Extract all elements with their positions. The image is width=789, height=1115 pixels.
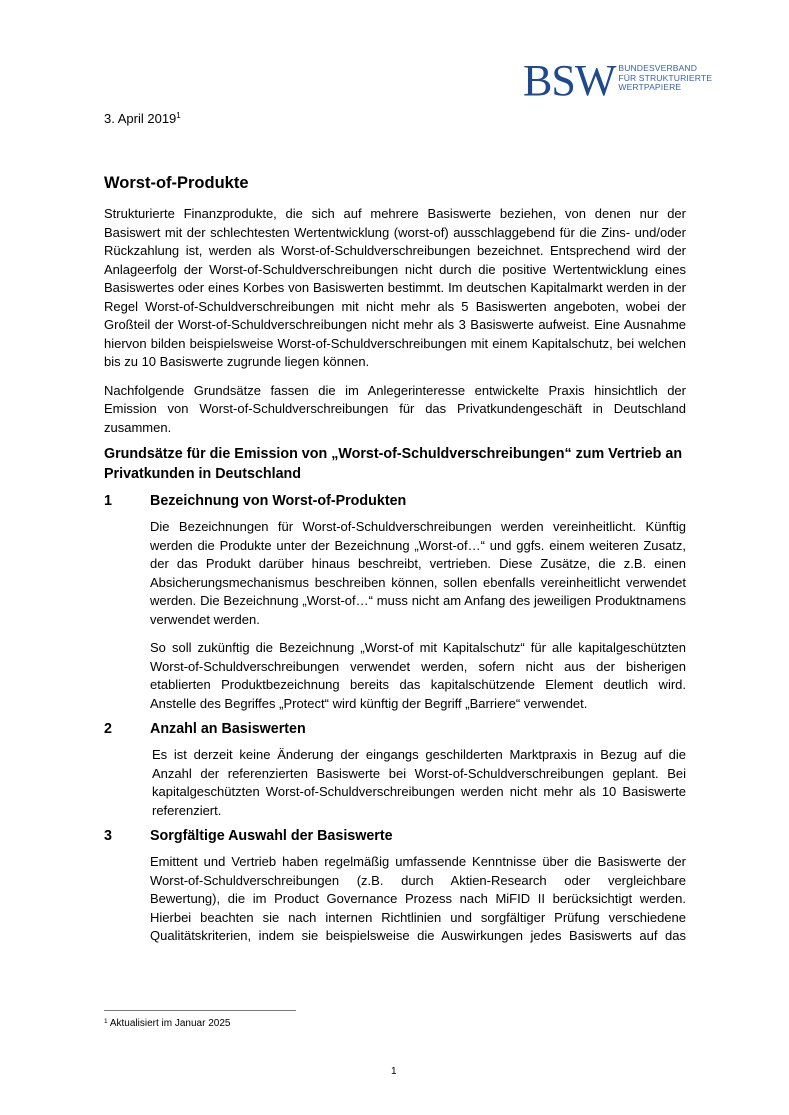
footnote-text: Aktualisiert im Januar 2025 [107, 1018, 231, 1029]
logo-text [618, 64, 712, 93]
section-number: 2 [104, 721, 112, 737]
section-title: Bezeichnung von Worst-of-Produkten [150, 493, 407, 509]
document-body [104, 172, 686, 956]
section-paragraph: So soll zukünftig die Bezeichnung „Worst-of mit Kapitalschutz“ für alle kapitalgeschützten Worst-of-Schuldverschreibungen verwendet werden, sofern nicht aus der bisherigen etablierten Produktbezeichnung bereits das kapitalschützende Element deutlich wird. Anstelle des Begriffes „Protect“ wird künftig der Begriff „Barriere“ verwendet. [150, 640, 686, 711]
logo-line: WERTPAPIERE [618, 82, 682, 93]
principles-heading: Grundsätze für die Emission von „Worst-of-Schuldverschreibungen“ zum Vertrieb an Privatkunden in Deutschland [104, 446, 683, 482]
section-number: 3 [104, 828, 112, 844]
bsw-logo [523, 56, 713, 105]
section-heading-2 [104, 719, 686, 739]
logo-line: BUNDESVERBAND [618, 63, 698, 73]
page-number: 1 [391, 1066, 397, 1077]
document-date [104, 111, 181, 126]
intro-paragraph: Strukturierte Finanzprodukte, die sich auf mehrere Basiswerte beziehen, von denen nur der Basiswert mit der schlechtesten Wertentwicklung (worst-of) ausschlaggebend für die Zins- und/oder Rückzahlung ist, werden als Worst-of-Schuldverschreibungen bezeichnet. Entsprechend wird der Anlageerfolg der Worst-of-Schuldverschreibungen nicht durch die positive Wertentwicklung eines Basiswertes oder eines Korbes von Basiswerten bestimmt. Im deutschen Kapitalmarkt werden in der Regel Worst-of-Schuldverschreibungen mit nicht mehr als 5 Basiswerten angeboten, wobei der Großteil der Worst-of-Schuldverschreibungen nicht mehr als 3 Basiswerte aufweist. Eine Ausnahme hiervon bilden beispielsweise Worst-of-Schuldverschreibungen mit einem Kapitalschutz, bei welchen bis zu 10 Basiswerte zugrunde liegen können. [104, 206, 686, 369]
intro-paragraph: Nachfolgende Grundsätze fassen die im Anlegerinteresse entwickelte Praxis hinsichtlich der Emission von Worst-of-Schuldverschreibungen für das Privatkundengeschäft in Deutschland zusammen. [104, 382, 686, 435]
document-title: Worst-of-Produkte [104, 174, 249, 192]
date-text: 3. April 2019 [104, 111, 177, 126]
logo-line: FÜR STRUKTURIERTE [618, 72, 713, 83]
section-heading-3 [104, 826, 686, 846]
section-number: 1 [104, 493, 112, 509]
section-title: Anzahl an Basiswerten [150, 721, 306, 737]
footnote [104, 1018, 230, 1029]
footnote-marker: 1 [104, 1018, 108, 1025]
footnote-divider [104, 1010, 296, 1011]
footnote-ref-link[interactable]: 1 [176, 111, 181, 120]
section-paragraph: Die Bezeichnungen für Worst-of-Schuldverschreibungen werden vereinheitlicht. Künftig werden die Produkte unter der Bezeichnung „Worst-of…“ und ggfs. einem weiteren Zusatz, der das Produkt darüber hinaus beschreibt, vertrieben. Diese Zusätze, die z.B. einen Absicherungsmechanismus beschreiben können, sollen ebenfalls vereinheitlicht verwendet werden. Die Bezeichnung „Worst-of…“ muss nicht am Anfang des jeweiligen Produktnamens verwendet werden. [150, 519, 686, 627]
section-heading-1 [104, 491, 686, 511]
section-paragraph: Es ist derzeit keine Änderung der eingangs geschilderten Marktpraxis in Bezug auf die Anzahl der referenzierten Basiswerte bei Worst-of-Schuldverschreibungen geplant. Bei kapitalgeschützten Worst-of-Schuldverschreibungen werden nicht mehr als 10 Basiswerte referenziert. [152, 747, 686, 818]
logo-mark: BSW [523, 56, 616, 105]
section-title: Sorgfältige Auswahl der Basiswerte [150, 828, 393, 844]
section-paragraph: Emittent und Vertrieb haben regelmäßig umfassende Kenntnisse über die Basiswerte der Worst-of-Schuldverschreibungen (z.B. durch Aktien-Research oder vergleichbare Bewertung), die im Product Governance Prozess nach MiFID II berücksichtigt werden. Hierbei beachten sie nach internen Richtlinien und sorgfältiger Prüfung verschiedene Qualitätskriterien, indem sie beispielsweise die Auswirkungen jedes Basiswerts auf das [150, 854, 686, 943]
